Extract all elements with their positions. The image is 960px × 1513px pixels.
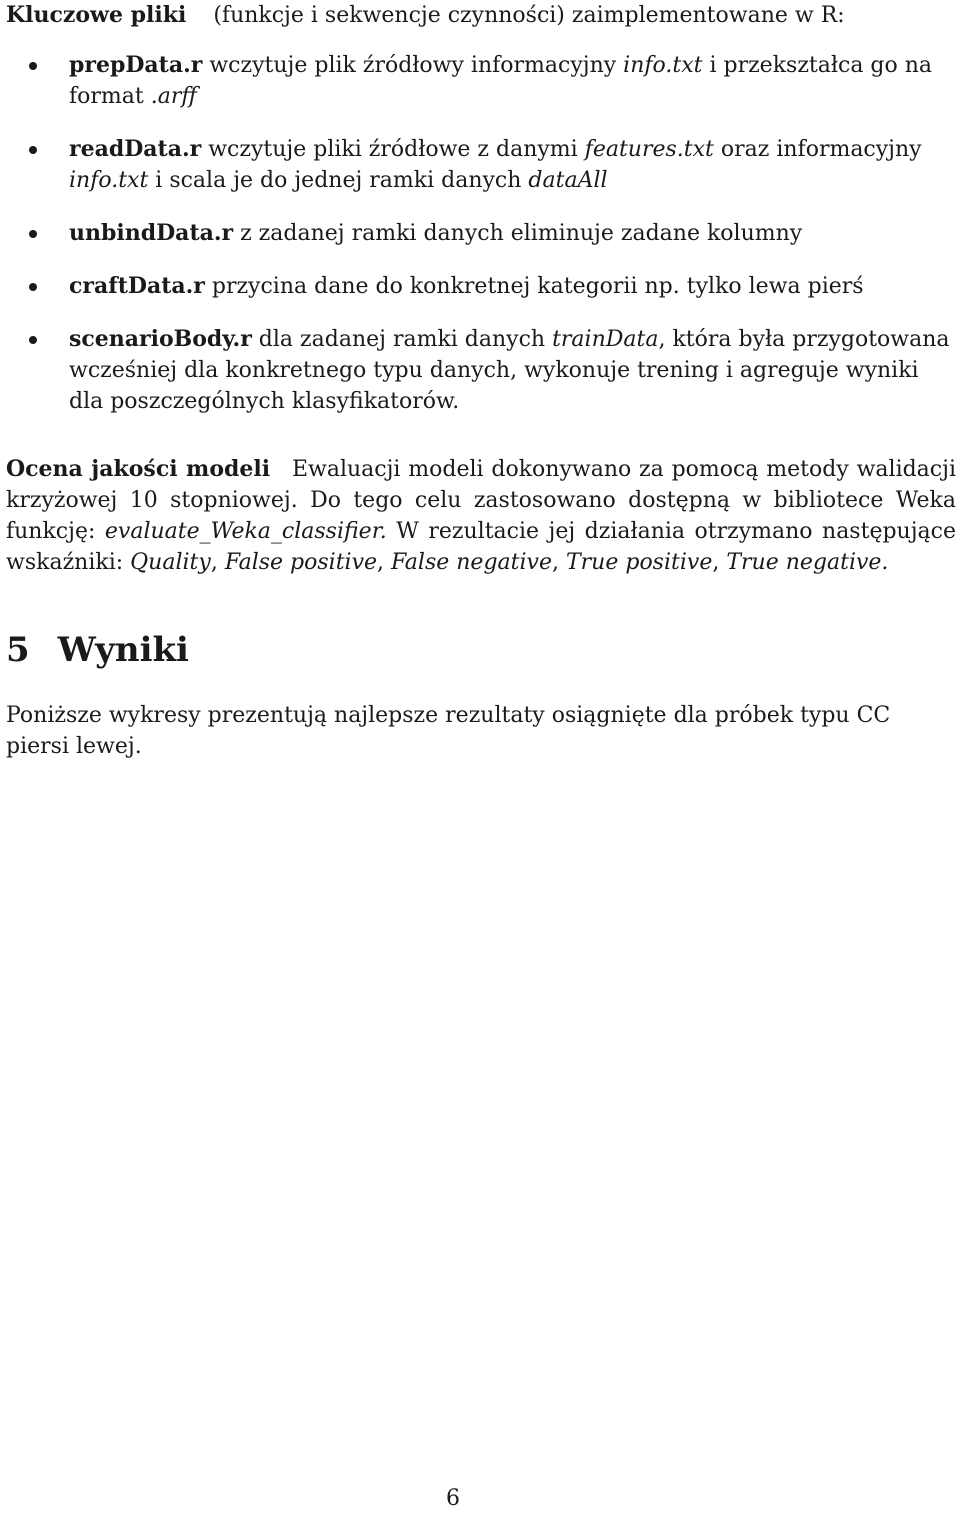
file-name: craftData.r — [69, 273, 205, 299]
bullet-icon — [29, 230, 37, 238]
metric-name: True positive — [565, 550, 713, 575]
file-name: readData.r — [69, 136, 202, 162]
item-file-ref: info.txt — [623, 53, 703, 78]
bullet-icon — [29, 336, 37, 344]
section-title: Wyniki — [57, 630, 189, 670]
item-var-ref: dataAll — [528, 168, 608, 193]
function-name: evaluate_Weka_classifier. — [104, 519, 387, 544]
item-text: wczytuje plik źródłowy informacyjny — [202, 53, 624, 78]
item-text: , która była przygotowana wcześniej dla konkretnego typu danych, wykonuje trening i agreguje wyniki dla poszczególnych klasyfikatorów. — [69, 327, 950, 414]
item-text: z zadanej ramki danych eliminuje zadane kolumny — [233, 221, 803, 246]
metric-name: False positive — [224, 550, 378, 575]
item-var-ref: trainData — [552, 327, 659, 352]
list-item-craftdata — [6, 271, 956, 302]
evaluation-text: Ewaluacji modeli dokonywano za pomocą metody walidacji krzyżowej 10 stopniowej. Do tego celu zastosowano dostępną w bibliotece Weka funkcję: — [6, 457, 956, 544]
bullet-icon — [29, 146, 37, 154]
item-text: dla zadanej ramki danych — [251, 327, 553, 352]
key-files-paragraph — [6, 0, 956, 31]
metric-name: False negative — [391, 550, 552, 575]
section-number: 5 — [6, 630, 30, 670]
section-heading — [6, 630, 956, 670]
list-item-unbinddata — [6, 218, 956, 249]
key-files-heading: Kluczowe pliki — [6, 2, 187, 28]
list-item-readdata — [6, 134, 956, 196]
key-files-list — [6, 50, 956, 417]
item-text: przycina dane do konkretnej kategorii np. tylko lewa pierś — [204, 274, 864, 299]
list-item-scenariobody — [6, 324, 956, 417]
item-text: i przekształca go na format — [69, 53, 933, 109]
document-page — [6, 0, 956, 762]
item-text: i scala je do jednej ramki danych — [148, 168, 529, 193]
bullet-icon — [29, 283, 37, 291]
metric-name: Quality — [130, 550, 211, 575]
page-number: 6 — [446, 1486, 460, 1511]
file-name: unbindData.r — [69, 220, 234, 246]
evaluation-text: W rezultacie jej działania otrzymano następujące wskaźniki: — [6, 519, 956, 575]
results-paragraph: Poniższe wykresy prezentują najlepsze rezultaty osiągnięte dla próbek typu CC piersi lewej. — [6, 703, 891, 759]
metric-name: True negative. — [726, 550, 889, 575]
item-text: wczytuje pliki źródłowe z danymi — [201, 137, 585, 162]
evaluation-paragraph: Ocena jakości modeli Ewaluacji modeli dokonywano za pomocą metody walidacji krzyżowej 10 stopniowej. Do tego celu zastosowano dostępną w bibliotece Weka funkcję: evaluate_Weka_classifier. W rezultacie jej działania otrzymano następujące wskaźniki: Quality, False positive, False negative, True positive, True negative. — [6, 456, 956, 575]
evaluation-heading: Ocena jakości modeli — [6, 456, 271, 482]
item-text: oraz informacyjny — [713, 137, 922, 162]
key-files-intro-text: (funkcje i sekwencje czynności) zaimplementowane w R: — [213, 3, 845, 28]
item-format-ref: .arff — [150, 84, 197, 109]
file-name: prepData.r — [69, 52, 203, 78]
file-name: scenarioBody.r — [69, 326, 252, 352]
bullet-icon — [29, 62, 37, 70]
list-item-prepdata — [6, 50, 956, 112]
item-file-ref: features.txt — [584, 137, 714, 162]
item-file-ref: info.txt — [69, 168, 149, 193]
